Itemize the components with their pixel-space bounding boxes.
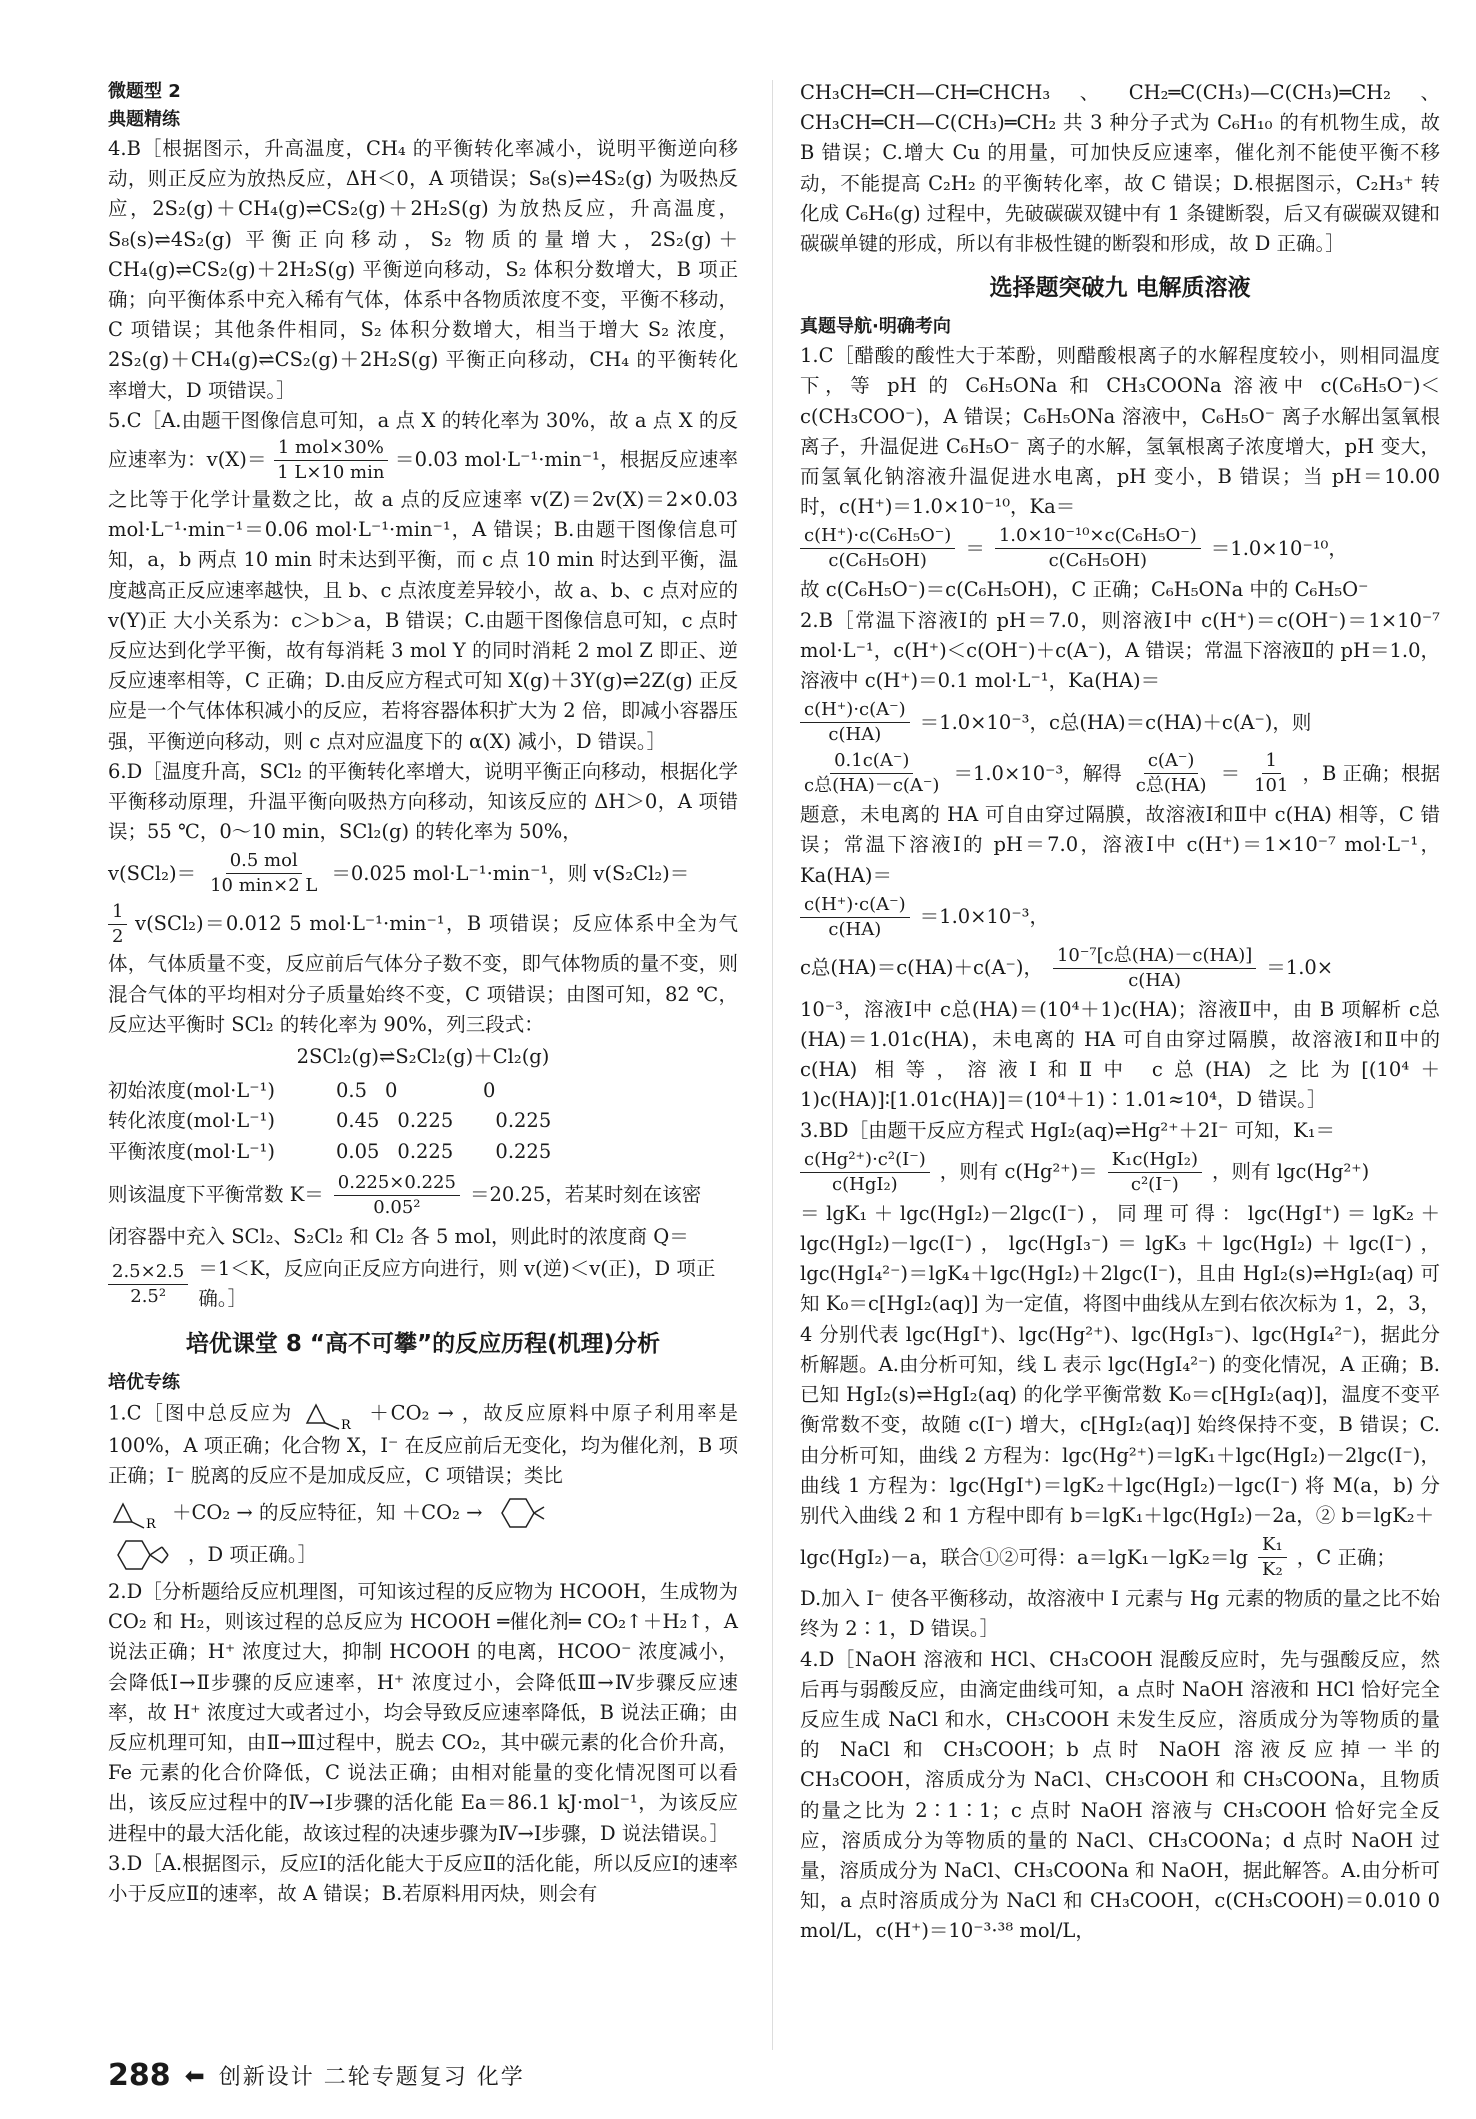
left-column	[108, 78, 738, 1909]
heading-sub: 典题精练	[108, 109, 180, 130]
frac-num: 1	[108, 900, 127, 925]
ka-line-2	[800, 893, 1440, 942]
ka-expression	[800, 524, 1440, 573]
column-divider	[772, 80, 773, 2050]
section-title-9: 选择题突破九 电解质溶液	[989, 275, 1251, 302]
cell: 0.225	[397, 1139, 454, 1163]
frac-num: K₁c(HgI₂)	[1108, 1148, 1202, 1173]
answer-6	[108, 757, 738, 848]
equals-sign: ＝	[965, 536, 985, 560]
table-row	[108, 1137, 738, 1167]
frac-num: 0.5 mol	[226, 849, 302, 874]
real-3: 3.BD［由题干反应方程式 HgI₂(aq)⇌Hg²⁺＋2I⁻ 可知，K₁＝	[800, 1118, 1336, 1142]
answer-5-body: ＝0.03 mol·L⁻¹·min⁻¹，根据反应速率之比等于化学计量数之比，故 a 点的反应速率 v(Z)＝2v(X)＝2×0.03 mol·L⁻¹·min⁻¹＝0.06 mol·L⁻¹·min⁻¹，A 错误；B.由题干图像信息可知，a，b 两点 10 min 时未达到平衡，而 c 点 10 min 时达到平衡，温度越高正反应速率越快，且 b、c 点浓度差异较小，故 a、b、c 点对应的 v(Y)正 大小关系为：c＞b＞a，B 错误；C.由题干图像信息可知，c 点时反应达到化学平衡，故有每消耗 3 mol Y 的同时消耗 2 mol Z 即正、逆反应速率相等，C 正确；D.由反应方程式可知 X(g)＋3Y(g)⇌2Z(g) 正反应是一个气体体积减小的反应，若将容器体积扩大为 2 倍，即减小容器压强，平衡逆向移动，则 c 点对应温度下的 α(X) 减小，D 错误。］	[108, 448, 738, 753]
answer-4: 4.B［根据图示，升高温度，CH₄ 的平衡转化率减小，说明平衡逆向移动，则正反应为放热反应，ΔH＜0，A 项错误；S₈(s)⇌4S₂(g) 为吸热反应，2S₂(g)＋CH₄(g)⇌CS₂(g)＋2H₂S(g) 为放热反应，升高温度，S₈(s)⇌4S₂(g) 平衡正向移动，S₂ 物质的量增大，2S₂(g)＋CH₄(g)⇌CS₂(g)＋2H₂S(g) 平衡逆向移动，S₂ 体积分数增大，B 项正确；向平衡体系中充入稀有气体，体系中各物质浓度不变，平衡不移动，C 项错误；其他条件相同，S₂ 体积分数增大，相当于增大 S₂ 浓度，2S₂(g)＋CH₄(g)⇌CS₂(g)＋2H₂S(g) 平衡正向移动，CH₄ 的平衡转化率增大，D 项错误。］	[108, 137, 738, 402]
frac-den: 2	[112, 926, 124, 948]
svg-text:R: R	[146, 1516, 156, 1530]
q-tail: ＝1＜K，反应向正反应方向进行，则 v(逆)＜v(正)，D 项正确。］	[198, 1257, 716, 1311]
frac-den: 2.5²	[130, 1285, 167, 1307]
lg-ratio-tail: ，C 正确；	[1296, 1545, 1396, 1569]
q-fraction	[108, 1260, 188, 1309]
frac-num: 0.225×0.225	[334, 1171, 460, 1196]
practice-2: 2.D［分析题给反应机理图，可知该过程的反应物为 HCOOH，生成物为 CO₂ 和 H₂，则该过程的总反应为 HCOOH ═催化剂═ CO₂↑＋H₂↑，A 说法正确；H⁺ 浓度过大，抑制 HCOOH 的电离，HCOO⁻ 浓度减小，会降低Ⅰ→Ⅱ步骤的反应速率，H⁺ 浓度过小，会降低Ⅲ→Ⅳ步骤反应速率，故 H⁺ 浓度过大或者过小，均会导致反应速率降低，B 说法正确；由反应机理可知，由Ⅱ→Ⅲ过程中，脱去 CO₂，其中碳元素的化合价升高，Fe 元素的化合价降低，C 说法正确；由相对能量的变化情况图可以看出，该反应过程中的Ⅳ→Ⅰ步骤的活化能 Ea＝86.1 kJ·mol⁻¹，为该反应进程中的最大活化能，故该过程的决速步骤为Ⅳ→Ⅰ步骤，D 说法错误。］	[108, 1579, 738, 1845]
practice-3: 3.D［A.根据图示，反应Ⅰ的活化能大于反应Ⅱ的活化能，所以反应Ⅰ的速率小于反应Ⅱ的速率，故 A 错误；B.若原料用丙炔，则会有	[108, 1851, 738, 1905]
frac-num: c(A⁻)	[1144, 749, 1199, 774]
quotient-line	[108, 1254, 738, 1314]
frac-den: c(HgI₂)	[832, 1173, 898, 1195]
frac-num: c(Hg²⁺)·c²(I⁻)	[800, 1148, 930, 1173]
page-footer	[108, 2058, 525, 2093]
frac-num: 10⁻⁷[c总(HA)－c(HA)]	[1053, 944, 1256, 969]
frac-den: 10 min×2 L	[210, 875, 318, 897]
answer-6-q: 闭容器中充入 SCl₂、S₂Cl₂ 和 Cl₂ 各 5 mol，则此时的浓度商 Q＝	[108, 1224, 689, 1248]
frac-den: c(HA)	[828, 918, 882, 940]
ka-tail-2: ＝1.0×10⁻³，	[919, 905, 1049, 929]
ka-tail: ＝1.0×10⁻¹⁰，	[1210, 536, 1348, 560]
arrow-left-icon: ⬅	[184, 2061, 205, 2090]
rate-fraction	[273, 436, 388, 485]
frac-num: c(H⁺)·c(A⁻)	[800, 698, 910, 723]
cell: 0.225	[495, 1139, 552, 1163]
answer-5	[108, 406, 738, 757]
solve-fraction-1	[800, 749, 943, 798]
ka-ha-fraction	[800, 698, 910, 747]
row-label: 转化浓度(mol·L⁻¹)	[108, 1109, 275, 1133]
solve-tail: ，B 正确；根据	[1302, 761, 1440, 785]
equals-sign: ＝	[1220, 761, 1241, 785]
total-ha-fraction	[1053, 944, 1256, 993]
frac-num: 1.0×10⁻¹⁰×c(C₆H₅O⁻)	[995, 524, 1201, 549]
ka-ha-line	[800, 698, 1440, 747]
answer-6-body	[108, 900, 738, 1040]
frac-num: K₁	[1258, 1533, 1287, 1558]
table-row	[108, 1106, 738, 1136]
epoxide-structure-icon	[301, 1397, 361, 1431]
k-ratio-fraction	[1258, 1533, 1287, 1582]
real-1: 1.C［醋酸的酸性大于苯酚，则醋酸根离子的水解程度较小，则相同温度下，等 pH 的 C₆H₅ONa 和 CH₃COONa 溶液中 c(C₆H₅O⁻)＜c(CH₃COO⁻)，A 错误；C₆H₅ONa 溶液中，C₆H₅O⁻ 离子水解出氢氧根离子，升温促进 C₆H₅O⁻ 离子的水解，氢氧根离子浓度增大，pH 变大，而氢氧化钠溶液升温促进水电离，pH 变小，B 错误；当 pH＝10.00 时，c(H⁺)＝1.0×10⁻¹⁰，Ka＝	[800, 344, 1440, 519]
k-fraction	[334, 1171, 460, 1220]
frac-num: 1 mol×30%	[274, 436, 388, 461]
hg-fraction	[1108, 1148, 1202, 1197]
practice-3-cont: CH₃CH═CH—CH═CHCH₃、CH₂═C(CH₃)—C(CH₃)═CH₂、CH₃CH═CH—C(CH₃)═CH₂ 共 3 种分子式为 C₆H₁₀ 的有机物生成，故 B 错误；C.增大 Cu 的用量，可加快反应速率，催化剂不能使平衡不移动，不能提高 C₂H₂ 的平衡转化率，故 C 错误；D.根据图示，C₂H₃⁺ 转化成 C₆H₆(g) 过程中，先破碳碳双键中有 1 条键断裂，后又有碳碳双键和碳碳单键的形成，所以有非极性键的断裂和形成，故 D 正确。］	[800, 81, 1440, 256]
total-ha-line	[800, 944, 1440, 993]
epoxide-structure-icon	[108, 1496, 162, 1530]
row-label: 平衡浓度(mol·L⁻¹)	[108, 1139, 275, 1163]
solve-fraction-2	[1132, 749, 1211, 798]
real-3-end: D.加入 I⁻ 使各平衡移动，故溶液中 I 元素与 Hg 元素的物质的量之比不始终为 2∶1，D 错误。］	[800, 1587, 1441, 1641]
real-2-body: 题意，未电离的 HA 可自由穿过隔膜，故溶液Ⅰ和Ⅱ中 c(HA) 相等，C 错误；常温下溶液Ⅰ的 pH＝7.0，溶液Ⅰ中 c(H⁺)＝1×10⁻⁷ mol·L⁻¹，Ka(HA)＝	[800, 803, 1440, 887]
rate-label: v(SCl₂)＝	[108, 861, 197, 885]
k-tail: ＝20.25，若某时刻在该密	[469, 1183, 702, 1207]
cell: 0	[483, 1079, 496, 1103]
subheading-9: 真题导航·明确考向	[800, 316, 951, 338]
practice-1-analogy-text: ＋CO₂ → 的反应特征，知 ＋CO₂ →	[172, 1500, 483, 1524]
footer-title: 创新设计 二轮专题复习 化学	[218, 2065, 525, 2090]
total-ha-lead: c总(HA)＝c(HA)＋c(A⁻)，	[800, 956, 1043, 980]
frac-num: 1	[1262, 749, 1281, 774]
frac-den: c(C₆H₅OH)	[1048, 550, 1148, 572]
frac-den: c(C₆H₅OH)	[828, 550, 927, 572]
practice-1-analogy	[108, 1493, 738, 1533]
section-title-8: 培优课堂 8 “高不可攀”的反应历程(机理)分析	[185, 1330, 661, 1357]
k1-fraction	[800, 1148, 930, 1197]
k1-tail: ，则有 lgc(Hg²⁺)	[1212, 1160, 1370, 1184]
row-label: 初始浓度(mol·L⁻¹)	[108, 1079, 275, 1103]
k-label: 则该温度下平衡常数 K＝	[108, 1183, 324, 1207]
cell: 0.05	[336, 1139, 380, 1163]
real-3-body: ＝lgK₁＋lgc(HgI₂)－2lgc(I⁻)，同理可得：lgc(HgI⁺)＝lgK₂＋lgc(HgI₂)－lgc(I⁻)，lgc(HgI₃⁻)＝lgK₃＋lgc(HgI₂)＋lgc(I⁻)，lgc(HgI₄²⁻)＝lgK₄＋lgc(HgI₂)＋2lgc(I⁻)，且由 HgI₂(s)⇌HgI₂(aq) 可知 K₀＝c[HgI₂(aq)] 为一定值，将图中曲线从左到右依次标为 1，2，3，4 分别代表 lgc(HgI⁺)、lgc(Hg²⁺)、lgc(HgI₃⁻)、lgc(HgI₄²⁻)，据此分析解题。A.由分析可知，线 L 表示 lgc(HgI₄²⁻) 的变化情况，A 正确；B.已知 HgI₂(s)⇌HgI₂(aq) 的化学平衡常数 K₀＝c[HgI₂(aq)]，温度不变平衡常数不变，故随 c(I⁻) 增大，c[HgI₂(aq)] 始终保持不变，B 错误；C.由分析可知，曲线 2 方程为：lgc(Hg²⁺)＝lgK₁＋lgc(HgI₂)－2lgc(I⁻)，曲线 1 方程为：lgc(HgI⁺)＝lgK₂＋lgc(HgI₂)－lgc(I⁻) 将 M(a，b) 分别代入曲线 2 和 1 方程中即有 b＝lgK₁＋lgc(HgI₂)－2a，② b＝lgK₂＋	[800, 1201, 1440, 1527]
frac-den: c(HA)	[1128, 969, 1182, 991]
svg-text:R: R	[341, 1417, 351, 1431]
lg-ratio-line	[800, 1533, 1440, 1582]
three-stage-table	[108, 1076, 738, 1167]
heading-type: 微题型 2	[108, 81, 181, 102]
equilibrium-equation: 2SCl₂(g)⇌S₂Cl₂(g)＋Cl₂(g)	[296, 1045, 550, 1069]
answer-6-text: v(SCl₂)＝0.012 5 mol·L⁻¹·min⁻¹，B 项错误；反应体系中全为气体，气体质量不变，反应前后气体分子数不变，即气体物质的量不变，则混合气体的平均相对分子质量始终不变，C 项错误；由图可知，82 ℃，反应达平衡时 SCl₂ 的转化率为 90%，列三段式：	[108, 912, 738, 1036]
practice-1-text: ＋CO₂ → ，故反应原料中原子利用率是 100%，A 项正确；化合物 X，I⁻ 在反应前后无变化，均为催化剂，B 项正确；I⁻ 脱离的反应不是加成反应，C 项错误；类比	[108, 1401, 739, 1487]
rate-tail: ＝0.025 mol·L⁻¹·min⁻¹，则 v(S₂Cl₂)＝	[331, 861, 690, 885]
real-1-end: 故 c(C₆H₅O⁻)＝c(C₆H₅OH)，C 正确；C₆H₅ONa 中的 C₆H₅O⁻	[800, 578, 1369, 602]
k1-mid: ，则有 c(Hg²⁺)＝	[939, 1160, 1098, 1184]
cell: 0	[385, 1079, 398, 1103]
frac-den: 1 L×10 min	[277, 462, 385, 484]
ka-fraction-3	[800, 893, 910, 942]
solve-fraction-3	[1250, 749, 1292, 798]
frac-num: 2.5×2.5	[108, 1260, 188, 1285]
cell: 0.45	[336, 1109, 380, 1133]
practice-1-end: ，D 项正确。］	[188, 1542, 318, 1566]
answer-6-rate-line	[108, 849, 738, 898]
ka-fraction-2	[995, 524, 1201, 573]
practice-1-product	[108, 1535, 738, 1575]
cell: 0.225	[397, 1109, 454, 1133]
page-number: 288	[108, 2058, 171, 2093]
frac-den: K₂	[1262, 1559, 1283, 1581]
answer-5-intro: 5.C［A.由题干图像信息可知，a 点 X 的转化率为 30%，故 a 点 X 的反应速率为：v(X)＝	[108, 408, 738, 472]
subheading-8: 培优专练	[108, 1371, 180, 1393]
rate-fraction-2	[206, 849, 321, 898]
cell: 0.5	[336, 1079, 368, 1103]
frac-den: 0.05²	[373, 1196, 421, 1218]
cyclohexene-oxide-icon	[492, 1493, 552, 1533]
frac-num: 0.1c(A⁻)	[830, 749, 913, 774]
real-2: 2.B［常温下溶液Ⅰ的 pH＝7.0，则溶液Ⅰ中 c(H⁺)＝c(OH⁻)＝1×10⁻⁷ mol·L⁻¹，c(H⁺)＜c(OH⁻)＋c(A⁻)，A 错误；常温下溶液Ⅱ的 pH＝1.0，溶液中 c(H⁺)＝0.1 mol·L⁻¹，Ka(HA)＝	[800, 608, 1440, 693]
ka-ha-tail: ＝1.0×10⁻³，c总(HA)＝c(HA)＋c(A⁻)，则	[919, 710, 1312, 734]
practice-1-intro: 1.C［图中总反应为	[108, 1401, 294, 1424]
table-row	[108, 1076, 738, 1106]
cell: 0.225	[495, 1109, 552, 1133]
solve-line	[800, 749, 1440, 798]
carbonate-ring-icon	[108, 1535, 178, 1575]
frac-den: 101	[1254, 775, 1289, 797]
frac-den: c总(HA)	[1135, 775, 1207, 797]
right-column	[800, 78, 1440, 1947]
frac-den: c(HA)	[828, 724, 882, 746]
lg-ratio-lead: lgc(HgI₂)－a，联合①②可得：a＝lgK₁－lgK₂＝lg	[800, 1545, 1249, 1569]
answer-6-intro: 6.D［温度升高，SCl₂ 的平衡转化率增大，说明平衡正向移动，根据化学平衡移动原理，升温平衡向吸热方向移动，知该反应的 ΔH＞0，A 项错误；55 ℃，0～10 min，SCl₂(g) 的转化率为 50%，	[108, 759, 738, 844]
half-fraction	[108, 900, 127, 949]
k1-line	[800, 1148, 1440, 1197]
practice-1	[108, 1397, 738, 1491]
ka-fraction-1	[800, 524, 955, 573]
frac-num: c(H⁺)·c(C₆H₅O⁻)	[800, 524, 955, 549]
frac-num: c(H⁺)·c(A⁻)	[800, 893, 910, 918]
real-4: 4.D［NaOH 溶液和 HCl、CH₃COOH 混酸反应时，先与强酸反应，然后再与弱酸反应，由滴定曲线可知，a 点时 NaOH 溶液和 HCl 恰好完全反应生成 NaCl 和水，CH₃COOH 未发生反应，溶质成分为等物质的量的 NaCl 和 CH₃COOH；b 点时 NaOH 溶液反应掉一半的 CH₃COOH，溶质成分为 NaCl、CH₃COOH 和 CH₃COONa，且物质的量之比为 2∶1∶1；c 点时 NaOH 溶液与 CH₃COOH 恰好完全反应，溶质成分为等物质的量的 NaCl、CH₃COONa；d 点时 NaOH 过量，溶质成分为 NaCl、CH₃COONa 和 NaOH，据此解答。A.由分析可知，a 点时溶质成分为 NaCl 和 CH₃COOH，c(CH₃COOH)＝0.010 0 mol/L，c(H⁺)＝10⁻³·³⁸ mol/L，	[800, 1647, 1440, 1943]
frac-den: c²(I⁻)	[1130, 1173, 1179, 1195]
equilibrium-constant-line	[108, 1171, 738, 1220]
total-ha-tail: ＝1.0×	[1266, 956, 1334, 980]
frac-den: c总(HA)－c(A⁻)	[804, 775, 940, 797]
solve-mid: ＝1.0×10⁻³，解得	[953, 761, 1122, 785]
real-2-end: 10⁻³，溶液Ⅰ中 c总(HA)＝(10⁴＋1)c(HA)；溶液Ⅱ中，由 B 项解析 c总(HA)＝1.01c(HA)，未电离的 HA 可自由穿过隔膜，故溶液Ⅰ和Ⅱ中的 c(HA) 相等，溶液Ⅰ和Ⅱ中 c总(HA) 之比为[(10⁴＋1)c(HA)]∶[1.01c(HA)]＝(10⁴＋1)∶1.01≈10⁴，D 错误。］	[800, 997, 1440, 1112]
